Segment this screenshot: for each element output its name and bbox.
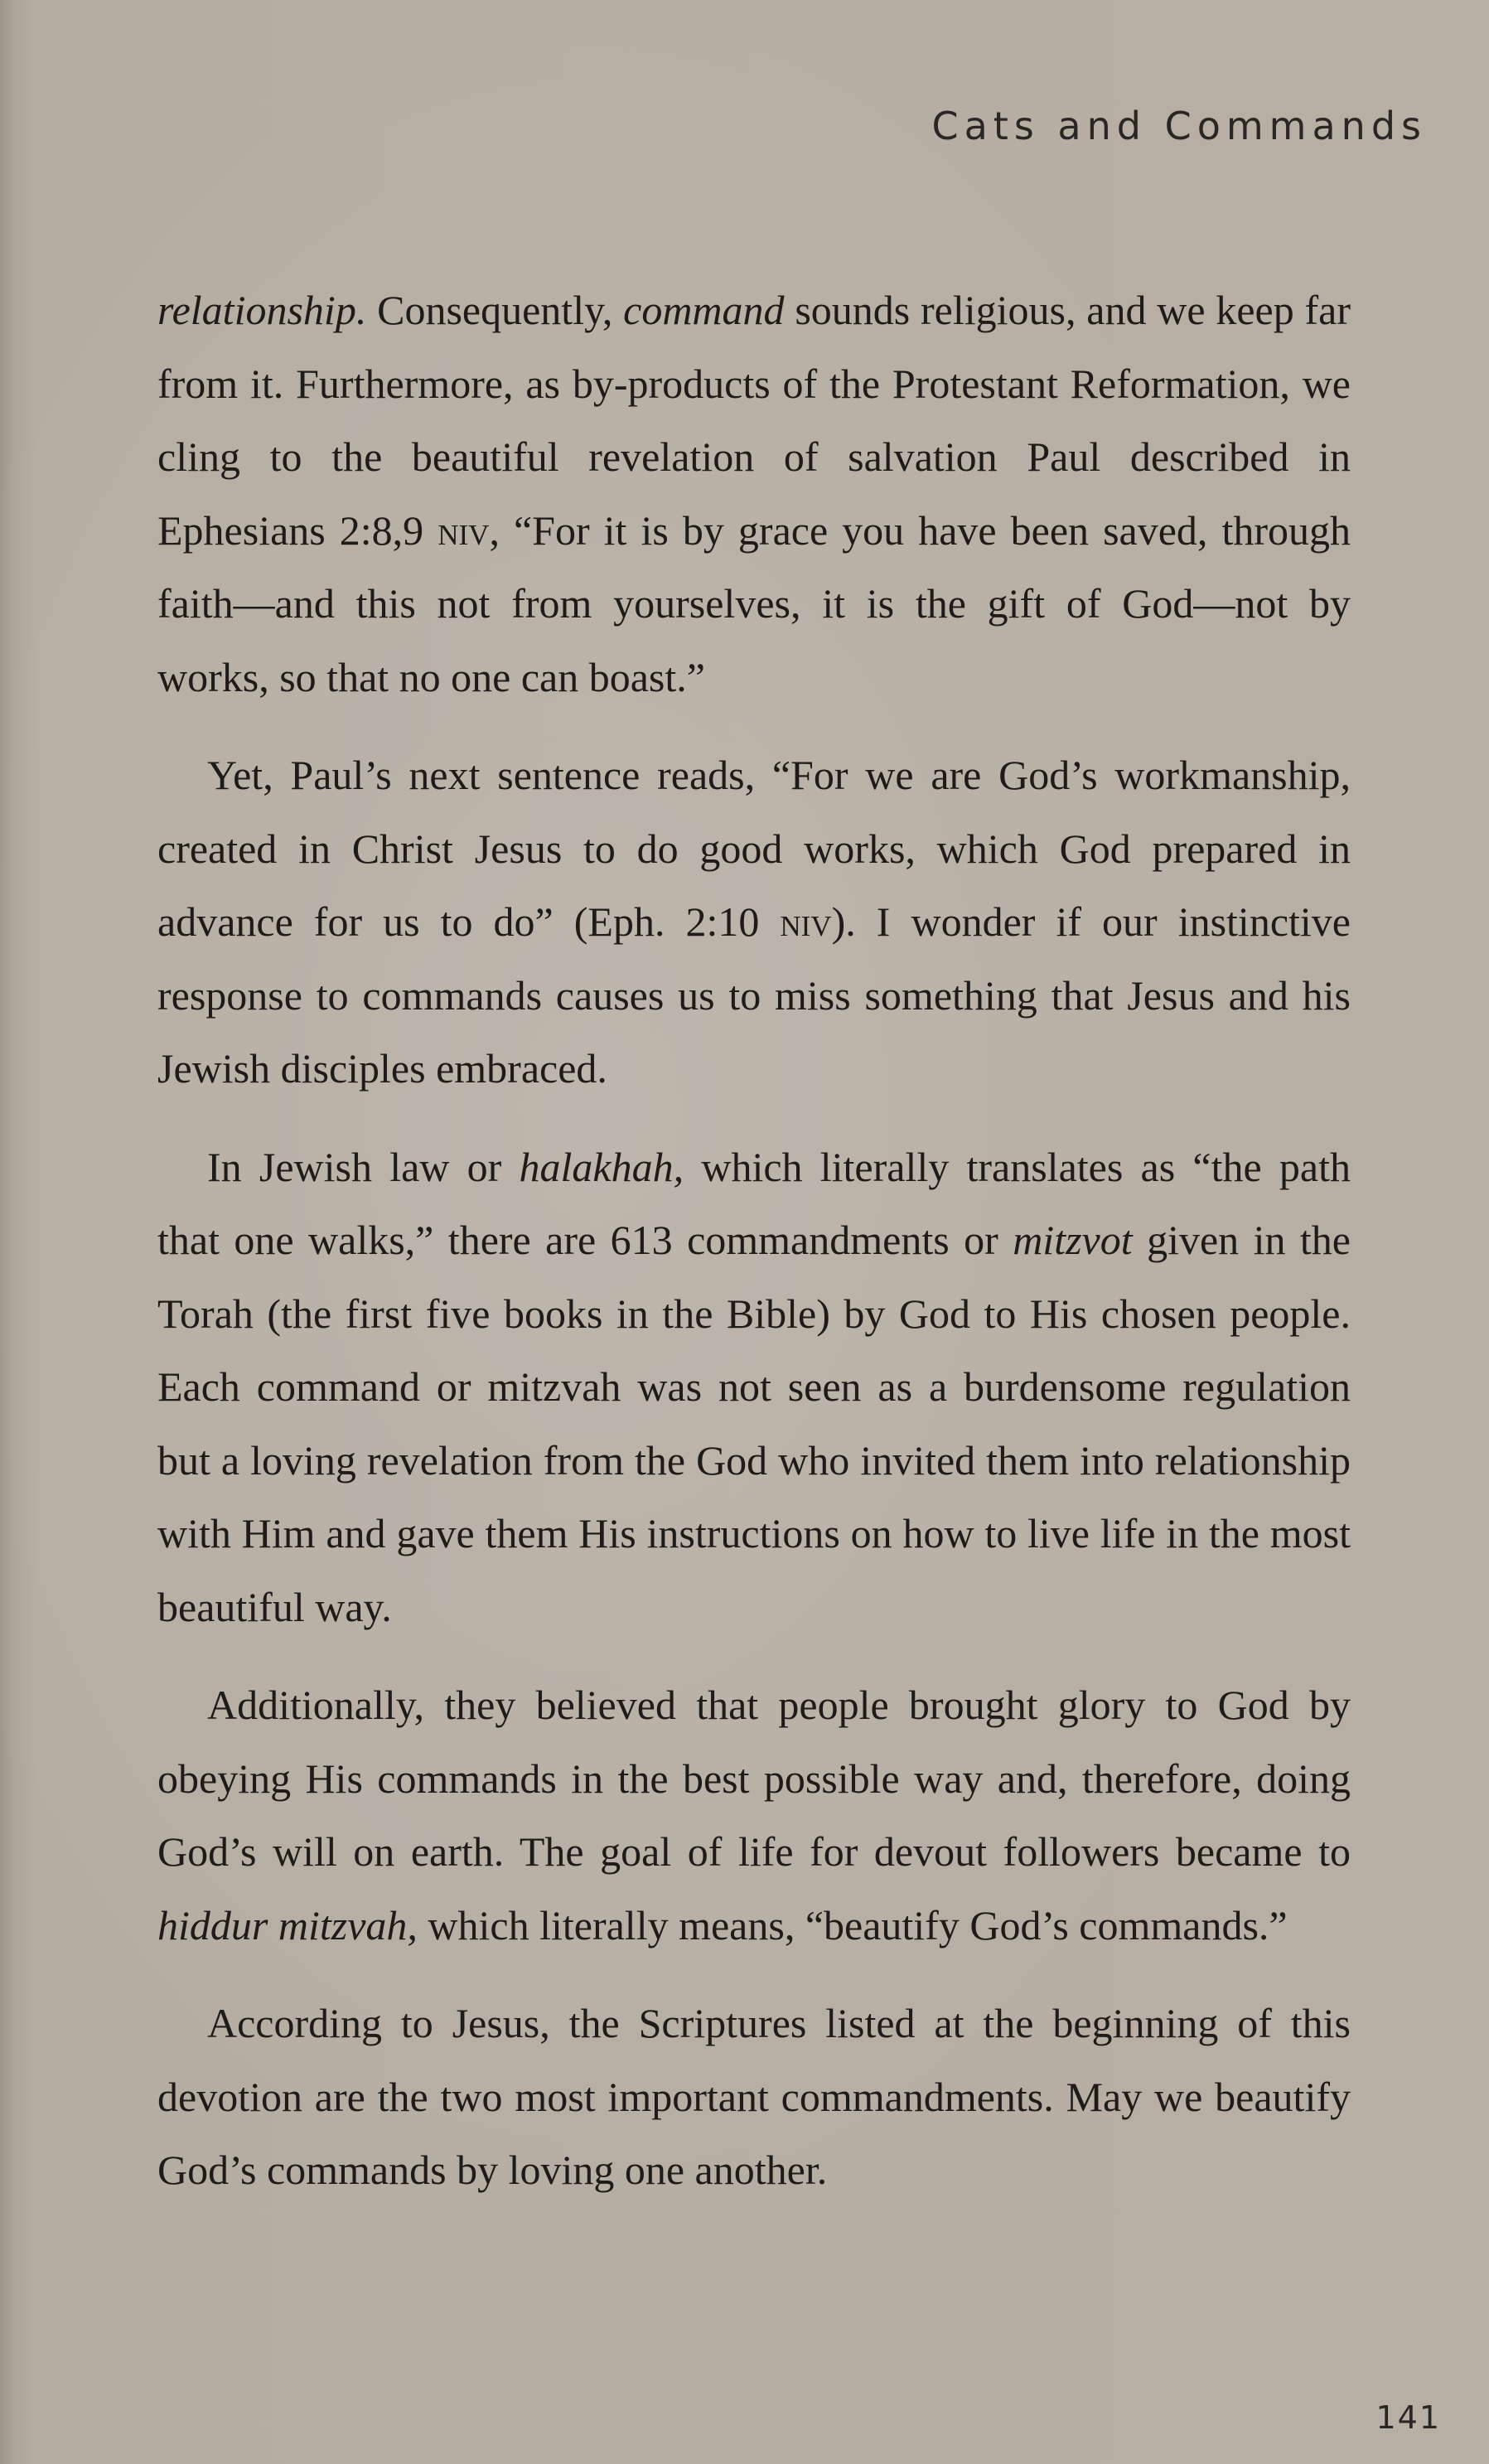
- italic-run: relationship.: [157, 287, 367, 333]
- text-run: given in the Torah (the first five books in the Bible) by God to His chosen people. Each command or mitzvah was not seen as a burdensome regulation but a loving revelation from the God who invited them into relationship with Him and gave them His instructions on how to live life in the most beautiful way.: [157, 1217, 1351, 1630]
- small-caps-run: niv: [438, 506, 490, 554]
- small-caps-run: niv: [780, 898, 832, 945]
- italic-run: mitzvot: [1013, 1217, 1133, 1263]
- italic-run: command: [623, 287, 785, 333]
- text-run: , “For it is by grace you have been saved, through faith—and this not from yourselves, it is the gift of God—not by works, so that no one can boast.”: [157, 506, 1351, 700]
- paragraph-1: [157, 274, 1351, 714]
- paragraph-5: [157, 1987, 1351, 2207]
- text-run: In Jewish law or: [207, 1143, 520, 1190]
- text-run: Consequently,: [366, 287, 624, 333]
- italic-run: halakhah,: [519, 1143, 684, 1190]
- text-run: which literally means, “beautify God’s commands.”: [417, 1901, 1288, 1948]
- page-number: 141: [1375, 2399, 1441, 2436]
- text-run: Yet, Paul’s next sentence reads, “For we are God’s workmanship, created in Christ Jesus to do good works, which God prepared in advance for us to do” (Eph. 2:10: [157, 752, 1351, 945]
- running-head: Cats and Commands: [931, 104, 1427, 148]
- body-text: [157, 274, 1351, 2232]
- paragraph-4: [157, 1668, 1351, 1962]
- paragraph-3: [157, 1130, 1351, 1644]
- text-run: ). I wonder if our instinctive response to commands causes us to miss something that Jesus and his Jewish disciples embraced.: [157, 898, 1351, 1092]
- paragraph-2: [157, 738, 1351, 1106]
- italic-run: hiddur mitzvah,: [157, 1901, 418, 1948]
- text-run: According to Jesus, the Scriptures listed at the beginning of this devotion are the two most important commandments. May we beautify God’s commands by loving one another.: [157, 2000, 1351, 2193]
- text-run: sounds religious, and we keep far from it. Furthermore, as by-products of the Protestant Reformation, we cling to the beautiful revelation of salvation Paul described in Ephesians 2:8,9: [157, 287, 1351, 554]
- text-run: Additionally, they believed that people brought glory to God by obeying His commands in the best possible way and, therefore, doing God’s will on earth. The goal of life for devout followers became to: [157, 1682, 1351, 1875]
- text-run: which literally translates as “the path that one walks,” there are 613 commandments or: [157, 1143, 1351, 1263]
